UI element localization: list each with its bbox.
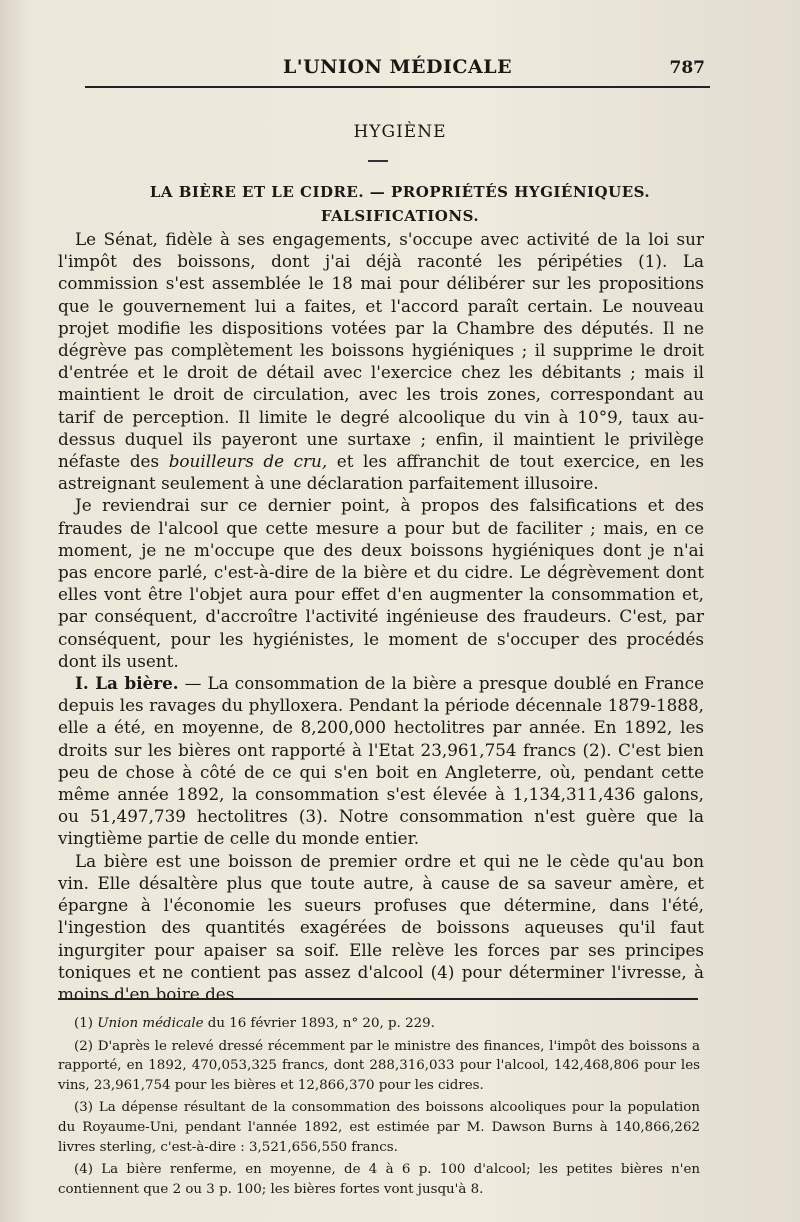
paragraph-4: La bière est une boisson de premier ordre et qui ne le cède qu'au bon vin. Elle désaltère plus que toute autre, à cause de sa saveur amère, et épargne à l'économie les sueurs profuses que détermine, dans l'été, l'ingestion des quantités exagérées de boissons aqueuses qu'il faut ingurgiter pour apaiser sa soif. Elle relève les forces par ses principes toniques et ne contient pas assez d'alcool (4) pour déterminer l'ivresse, à moins d'en boire des [58,850,704,1004]
footnote-1-emphasis: Union médicale [97,1016,204,1031]
paragraph-2: Je reviendrai sur ce dernier point, à propos des falsifications et des fraudes de l'alcool que cette mesure a pour but de faciliter ; mais, en ce moment, je ne m'occupe que des deux boissons hygiéniques dont je n'ai pas encore parlé, c'est-à-dire de la bière et du cidre. Le dégrèvement dont elles vont être l'objet aura pour effet d'en augmenter la consommation et, par conséquent, d'accroître l'activité ingénieuse des fraudeurs. C'est, par conséquent, pour les hygiénistes, le moment de s'occuper des procédés dont ils usent. [58,495,704,671]
header-rule [85,86,710,88]
footnote-1-text: du 16 février 1893, n° 20, p. 229. [203,1016,435,1031]
paragraph-1 [58,228,704,494]
footnote-3: (3) La dépense résultant de la consommation des boissons alcooliques pour la population du Royaume-Uni, pendant l'année 1892, est estimée par M. Dawson Burns à 140,866,262 livres sterling, c'est-à-dire : 3,521,656,550 francs. [58,1100,700,1155]
paragraph-1-emphasis: bouilleurs de cru, [168,451,328,472]
paragraph-3-text: — La consommation de la bière a presque doublé en France depuis les ravages du phylloxera. Pendant la période décennale 1879-1888, elle a été, en moyenne, de 8,200,000 hectolitres par année. En 1892, les droits sur les bières ont rapporté à l'Etat 23,961,754 francs (2). C'est bien peu de chose à côté de ce qui s'en boit en Angleterre, où, pendant cette même année 1892, la consommation s'est élevée à 1,134,311,436 galons, ou 51,497,739 hectolitres (3). Notre consommation n'est guère que la vingtième partie de celle du monde entier. [58,673,704,849]
paragraph-3 [58,672,704,850]
footnote-rule [58,998,698,1000]
paragraph-1-part-b: et les affranchit de tout exercice, en les astreignant seulement à une déclaration parfaitement illusoire. [58,451,704,494]
article-body [58,228,704,1005]
running-title: L'UNION MÉDICALE [282,56,513,78]
paragraph-1-part-a: Le Sénat, fidèle à ses engagements, s'occupe avec activité de la loi sur l'impôt des boissons, dont j'ai déjà raconté les péripéties (1). La commission s'est assemblée le 18 mai pour délibérer sur les propositions que le gouvernement lui a faites, et l'accord paraît certain. Le nouveau projet modifie les dispositions votées par la Chambre des députés. Il ne dégrève pas complètement les boissons hygiéniques ; il supprime le droit d'entrée et le droit de détail avec l'exercice chez les débitants ; mais il maintient le droit de circulation, avec les trois zones, correspondant au tarif de perception. Il limite le degré alcoolique du vin à 10°9, taux au-dessus duquel ils payeront une surtaxe ; enfin, il maintient le privilège néfaste des [58,229,704,472]
footnotes [58,1014,700,1202]
article-title [60,180,740,228]
heading-dash [368,160,388,162]
page-number: 787 [669,58,705,78]
article-title-line-2: FALSIFICATIONS. [320,207,480,225]
footnote-1 [58,1014,700,1034]
footnote-2: (2) D'après le relevé dressé récemment par le ministre des finances, l'impôt des boissons a rapporté, en 1892, 470,053,325 francs, dont 288,316,033 pour l'alcool, 142,468,806 pour les vins, 23,961,754 pour les bières et 12,866,370 pour les cidres. [58,1038,700,1093]
article-title-line-1: LA BIÈRE ET LE CIDRE. — PROPRIÉTÉS HYGIÉNIQUES. [149,183,651,201]
footnote-4: (4) La bière renferme, en moyenne, de 4 à 6 p. 100 d'alcool; les petites bières n'en contiennent que 2 ou 3 p. 100; les bières fortes vont jusqu'à 8. [58,1162,700,1197]
footnote-1-number: (1) [74,1016,98,1031]
section-heading: HYGIÈNE [353,122,447,142]
subsection-label: I. La bière. [75,673,179,694]
page-header [90,54,705,88]
